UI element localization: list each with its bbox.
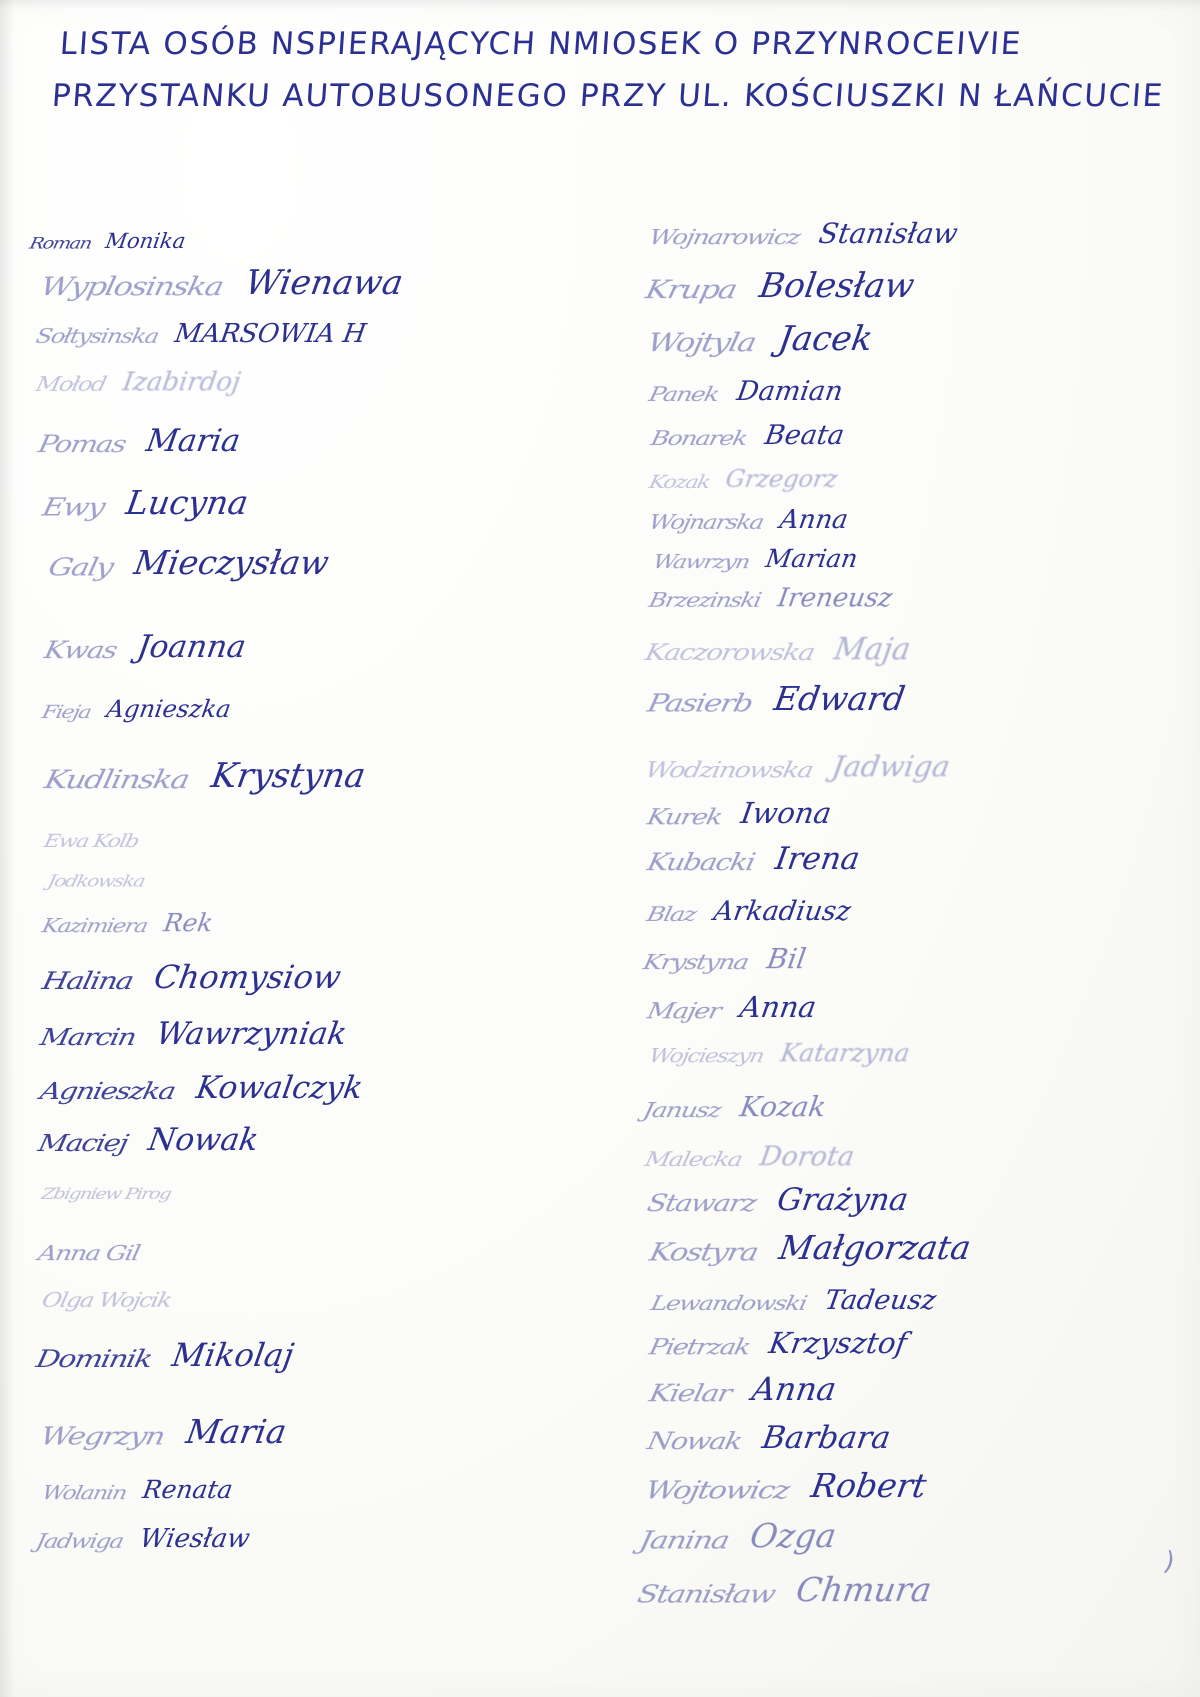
signature-entry [28, 1336, 588, 1374]
signature-surname: Anna Gil [35, 1241, 142, 1266]
signature-surname: Wodzinowska [642, 757, 815, 783]
signature-given-name: Rek [162, 908, 216, 937]
signature-entry [625, 585, 1170, 611]
signature-entry [28, 697, 588, 723]
signature-given-name: Maja [831, 632, 913, 667]
signature-surname: Kozak [647, 472, 712, 493]
signature-entry [625, 1090, 1170, 1123]
signature-surname: Jadwiga [33, 1529, 126, 1553]
signature-given-name: Krystyna [208, 756, 369, 796]
signature-surname: Wolanin [40, 1482, 129, 1504]
signature-surname: Majer [644, 998, 723, 1024]
signature-given-name: Izabirdoj [120, 367, 243, 397]
signature-surname: Pomas [35, 430, 128, 458]
signature-entry [625, 319, 1170, 359]
signature-given-name: Kozak [737, 1090, 828, 1123]
signature-entry [625, 1370, 1170, 1408]
signature-entry [28, 231, 588, 252]
signature-surname: Zbigniew Pirog [39, 1183, 173, 1203]
signature-entry [28, 321, 588, 347]
signature-surname: Kostyra [646, 1238, 761, 1267]
signature-entry [28, 1070, 588, 1106]
signature-surname: Pietrzak [646, 1334, 753, 1360]
signature-surname: Lewandowski [648, 1291, 809, 1315]
signature-entry [28, 543, 588, 582]
signature-surname: Nowak [644, 1427, 744, 1455]
signature-surname: Stanisław [634, 1580, 778, 1609]
signature-entry [625, 632, 1170, 667]
signature-given-name: Lucyna [123, 483, 251, 522]
signature-surname: Kurek [644, 804, 724, 830]
signature-given-name: Kowalczyk [193, 1070, 365, 1106]
signature-given-name: Barbara [759, 1420, 894, 1456]
signature-surname: Wojtowicz [642, 1476, 792, 1505]
signature-given-name: Beata [762, 420, 847, 451]
signature-surname: Dominik [33, 1344, 155, 1373]
signature-entry [625, 217, 1170, 250]
signature-surname: Wawrzyn [651, 551, 752, 573]
signature-surname: Kudlinska [41, 765, 192, 795]
signature-given-name: Renata [141, 1475, 236, 1504]
signature-given-name: Ozga [747, 1516, 840, 1555]
signature-entry [625, 898, 1170, 925]
signature-entry [625, 467, 1170, 493]
signature-given-name: Agnieszka [104, 695, 233, 723]
signature-entry [625, 679, 1170, 718]
signature-entry [28, 910, 588, 937]
signature-entry [28, 629, 588, 665]
signature-given-name: MARSOWIA H [173, 319, 369, 349]
signature-entry [625, 1420, 1170, 1456]
signature-surname: Ewy [39, 493, 107, 522]
signature-surname: Krystyna [640, 950, 751, 975]
signature-given-name: Nowak [145, 1122, 261, 1158]
signature-surname: Pasierb [644, 689, 755, 718]
signature-surname: Wojnarska [646, 510, 766, 534]
signature-given-name: Bil [764, 942, 809, 975]
signature-entry [28, 1412, 588, 1451]
signature-surname: Bonarek [648, 426, 749, 450]
signature-surname: Galy [45, 553, 116, 582]
signature-given-name: Bolesław [756, 266, 917, 306]
signature-entry [625, 1182, 1170, 1218]
signature-entry [625, 1326, 1170, 1360]
signature-entry [625, 378, 1170, 405]
page-title [50, 18, 1165, 122]
signature-entry [625, 990, 1170, 1024]
page-edge-shadow-left [0, 0, 14, 1697]
right-signature-column [625, 218, 1170, 1608]
signature-entry [625, 546, 1170, 573]
signature-entry [28, 958, 588, 996]
signature-surname: Wojnarowicz [646, 225, 802, 250]
signature-given-name: Anna [737, 990, 819, 1024]
signature-surname: Agnieszka [37, 1077, 178, 1105]
left-signature-column [28, 218, 588, 1552]
signature-entry [28, 826, 588, 852]
signature-given-name: Chomysiow [151, 958, 344, 996]
signature-given-name: Joanna [135, 629, 249, 665]
signature-surname: Kaczorowska [642, 638, 817, 666]
signature-entry [28, 483, 588, 522]
signature-surname: Janusz [640, 1098, 723, 1123]
signature-given-name: Wienawa [242, 263, 407, 303]
signature-entry [625, 1287, 1170, 1314]
signature-given-name: Anna [749, 1370, 839, 1408]
signature-entry [28, 1181, 588, 1202]
signature-entry [28, 369, 588, 395]
signature-surname: Jodkowska [45, 871, 147, 891]
heading-line-1: LISTA OSÓB NSPIERAJĄCYCH NMIOSEK O PRZYNROCEIVIE [58, 26, 1024, 62]
signature-given-name: Chmura [793, 1570, 935, 1609]
signature-entry [625, 841, 1170, 877]
signature-entry [625, 266, 1170, 306]
signature-given-name: Arkadiusz [711, 896, 853, 927]
heading-line-2: PRZYSTANKU AUTOBUSONEGO PRZY UL. KOŚCIUSZKI N ŁAŃCUCIE [50, 78, 1165, 114]
signature-given-name: Wiesław [137, 1524, 253, 1554]
signature-given-name: Krzysztof [766, 1326, 910, 1360]
signature-entry [625, 942, 1170, 975]
signature-surname: Janina [636, 1526, 732, 1555]
signature-surname: Halina [39, 966, 136, 995]
signature-surname: Maciej [35, 1129, 130, 1157]
signature-entry [28, 1285, 588, 1311]
page-edge-shadow-top [0, 0, 1200, 10]
signature-entry [625, 1040, 1170, 1067]
signature-given-name: Edward [771, 679, 908, 718]
signature-surname: Kwas [41, 636, 119, 664]
signature-given-name: Anna [778, 505, 851, 535]
signature-entry [625, 1228, 1170, 1267]
signature-given-name: Irena [772, 841, 863, 877]
signature-entry [28, 1016, 588, 1052]
signature-entry [625, 1143, 1170, 1170]
signature-surname: Kubacki [644, 848, 757, 876]
signature-entry [625, 796, 1170, 830]
signature-given-name: Jadwiga [829, 749, 953, 783]
signature-given-name: Mieczysław [131, 543, 332, 582]
signature-surname: Krupa [642, 275, 739, 305]
signature-given-name: Małgorzata [776, 1228, 974, 1267]
signature-given-name: Stanisław [816, 217, 960, 250]
signature-surname: Malecka [642, 1147, 745, 1171]
signature-surname: Mołod [33, 372, 108, 396]
signature-given-name: Mikolaj [169, 1336, 297, 1374]
signature-entry [28, 1477, 588, 1504]
signature-surname: Blaz [644, 902, 698, 926]
signature-entry [625, 1516, 1170, 1555]
signature-entry [28, 263, 588, 303]
signature-surname: Brzezinski [646, 588, 763, 612]
signature-given-name: Robert [808, 1466, 929, 1505]
signature-given-name: Damian [734, 376, 845, 407]
corner-squiggle-mark: ) [1160, 1546, 1178, 1578]
signature-given-name: Ireneusz [775, 583, 895, 613]
signature-surname: Kazimiera [40, 915, 149, 937]
signature-surname: Wyplosinska [37, 272, 226, 302]
signature-surname: Sołtysinska [33, 324, 161, 348]
signature-surname: Roman [27, 233, 93, 253]
signature-entry [28, 1122, 588, 1158]
signature-entry [28, 756, 588, 796]
signature-surname: Kielar [646, 1378, 734, 1407]
signature-given-name: Tadeusz [822, 1285, 938, 1316]
signature-given-name: Maria [183, 1412, 290, 1451]
signature-surname: Olga Wojcik [39, 1288, 173, 1312]
signature-entry [625, 1466, 1170, 1505]
signature-entry [625, 1570, 1170, 1609]
signature-surname: Wojtyla [644, 328, 759, 358]
signature-surname: Stawarz [644, 1189, 759, 1217]
signature-given-name: Jacek [775, 319, 876, 359]
signature-given-name: Marian [764, 544, 861, 573]
signature-surname: Ewa Kolb [42, 831, 140, 852]
signature-entry [28, 1526, 588, 1552]
signature-entry [28, 423, 588, 459]
signature-given-name: Katarzyna [778, 1038, 912, 1067]
signature-given-name: Maria [144, 423, 244, 459]
signature-given-name: Dorota [757, 1141, 857, 1172]
signature-entry [28, 1236, 588, 1265]
signature-given-name: Monika [103, 229, 188, 253]
signature-entry [28, 868, 588, 891]
signature-entry [625, 749, 1170, 783]
signature-surname: Fieja [40, 702, 93, 723]
signature-given-name: Grzegorz [723, 465, 840, 493]
signature-entry [625, 422, 1170, 449]
signature-surname: Wojcieszyn [647, 1045, 766, 1067]
signature-surname: Marcin [37, 1023, 138, 1051]
signature-given-name: Wawrzyniak [153, 1016, 350, 1052]
signature-surname: Panek [646, 382, 721, 406]
signature-given-name: Grażyna [774, 1182, 911, 1218]
signature-surname: Wegrzyn [37, 1422, 167, 1451]
signature-given-name: Iwona [738, 796, 834, 830]
signature-entry [625, 507, 1170, 533]
